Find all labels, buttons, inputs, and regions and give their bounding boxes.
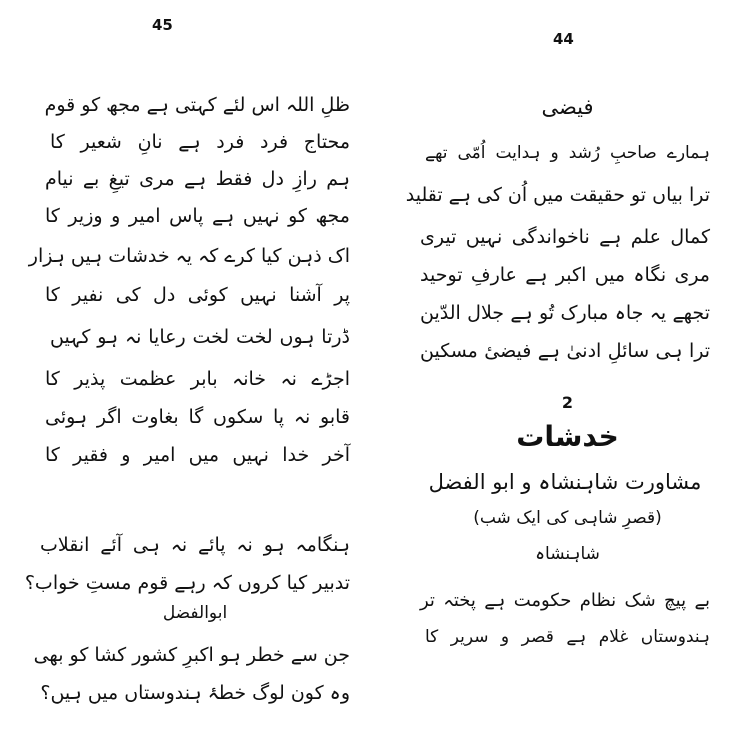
speaker-label: شاہنشاہ [535, 544, 600, 564]
verse-line: ڈرتا ہوں لخت لخت رعایا نہ ہو کہیں [50, 326, 350, 348]
page-number: 44 [553, 30, 574, 48]
verse-line: کمال علم ہے ناخواندگی نہیں تیری [420, 226, 710, 248]
verse-line: جن سے خطر ہو اکبرِ کشور کشا کو بھی [33, 644, 350, 666]
section-number: 2 [561, 393, 574, 412]
verse-line: ہم رازِ دل فقط ہے مری تیغِ بے نیام [45, 168, 350, 190]
verse-line: ہندوستاں غلام ہے قصر و سریر کا [425, 627, 710, 647]
verse-line: مری نگاہ میں اکبر ہے عارفِ توحید [420, 264, 710, 286]
right-page [375, 0, 750, 735]
verse-line: تجھے یہ جاہ مبارک تُو ہے جلال الدّین [420, 302, 710, 324]
section-subtitle: مشاورت شاہنشاہ و ابو الفضل [428, 470, 702, 494]
verse-line: بے پیچ شک نظام حکومت ہے پختہ تر [420, 590, 710, 611]
verse-line: مجھ کو نہیں ہے پاس امیر و وزیر کا [45, 205, 350, 227]
verse-line: پر آشنا نہیں کوئی دل کی نفیر کا [45, 284, 350, 306]
verse-line: ہنگامہ ہو نہ پائے نہ ہی آئے انقلاب [40, 534, 350, 556]
verse-line: ظلِ اللہ اس لئے کہتی ہے مجھ کو قوم [44, 94, 350, 116]
verse-line: ترا ہی سائلِ ادنیٰ ہے فیضیٔ مسکین [420, 340, 710, 362]
verse-line: اجڑے نہ خانہ بابر عظمت پذیر کا [45, 368, 350, 390]
verse-line: محتاج فرد فرد ہے نانِ شعیر کا [50, 131, 350, 153]
verse-line: آخر خدا نہیں میں امیر و فقیر کا [45, 444, 350, 466]
verse-line: وہ کون لوگ خطۂ ہندوستاں میں ہیں؟ [40, 682, 350, 704]
poet-heading: فیضی [541, 95, 594, 119]
page-number: 45 [152, 16, 173, 34]
verse-line: ترا بیاں تو حقیقت میں اُن کی ہے تقلید [405, 184, 710, 206]
verse-line: ہمارے صاحبِ رُشد و ہدایت اُمّی تھے [425, 143, 710, 163]
verse-line: اک ذہن کیا کرے کہ یہ خدشات ہیں ہزار [28, 245, 350, 267]
section-subtitle-parenthetical: (قصرِ شاہی کی ایک شب) [473, 508, 662, 528]
speaker-label: ابوالفضل [162, 603, 228, 623]
verse-line: تدبیر کیا کروں کہ رہے قوم مستِ خواب؟ [24, 572, 350, 594]
verse-line: قابو نہ پا سکوں گا بغاوت اگر ہوئی [45, 406, 350, 428]
section-title: خدشات [516, 420, 619, 453]
